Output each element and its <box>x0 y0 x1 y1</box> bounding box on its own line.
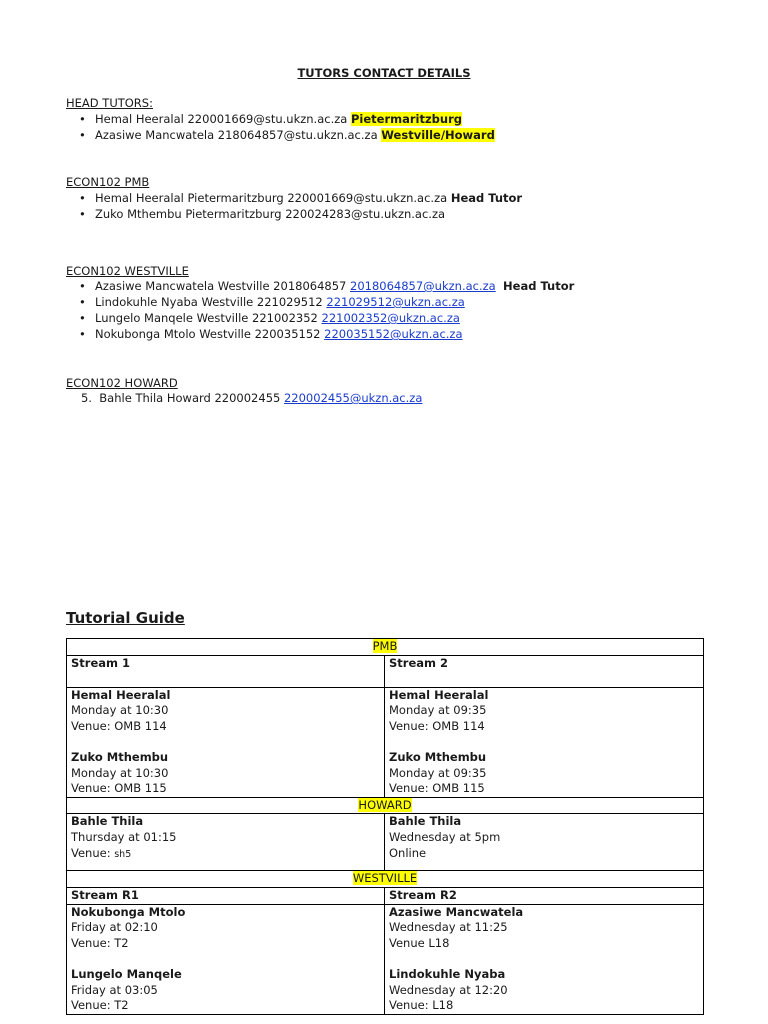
list-item <box>95 326 574 342</box>
session-venue: Venue: OMB 115 <box>71 781 167 796</box>
session-time: Monday at 09:35 <box>389 703 487 718</box>
table-row <box>67 655 704 687</box>
pmb-list <box>66 190 522 222</box>
howard-header-label: HOWARD <box>358 797 412 812</box>
session-venue: Venue: OMB 114 <box>71 718 167 733</box>
tutor-entry-text: Hemal Heeralal 220001669@stu.ukzn.ac.za <box>95 112 351 126</box>
table-cell <box>67 687 385 797</box>
westville-heading: ECON102 WESTVILLE <box>66 264 189 278</box>
table-cell <box>67 814 385 871</box>
session-venue: Venue: OMB 114 <box>389 718 485 733</box>
session-time: Thursday at 01:15 <box>71 829 177 844</box>
list-item <box>95 310 574 326</box>
tutor-name: Nokubonga Mtolo <box>71 904 186 919</box>
pmb-table-header <box>67 639 704 656</box>
tutorial-guide-heading: Tutorial Guide <box>66 609 185 627</box>
email-link[interactable]: 2018064857@ukzn.ac.za <box>350 279 496 293</box>
westville-table-header <box>67 871 704 888</box>
howard-list-item <box>81 391 422 405</box>
list-item <box>95 294 574 310</box>
email-link[interactable]: 220002455@ukzn.ac.za <box>283 391 423 405</box>
tutor-entry-text: Hemal Heeralal Pietermaritzburg 220001669@stu.ukzn.ac.za <box>95 191 451 205</box>
head-tutor-label: Head Tutor <box>503 279 575 293</box>
table-cell <box>385 814 704 871</box>
list-item <box>95 127 495 143</box>
table-cell <box>67 904 385 1014</box>
tutor-name: Bahle Thila <box>71 814 144 829</box>
list-item <box>95 190 522 206</box>
table-row <box>67 904 704 1014</box>
session-time: Friday at 03:05 <box>71 982 158 997</box>
tutor-name: Lindokuhle Nyaba <box>389 966 506 981</box>
session-venue: Online <box>389 845 427 860</box>
session-time: Monday at 10:30 <box>71 765 169 780</box>
tutor-entry-text: Azasiwe Mancwatela Westville 2018064857 <box>95 279 351 293</box>
westville-list <box>66 278 574 342</box>
tutor-entry-text: Nokubonga Mtolo Westville 220035152 <box>95 327 325 341</box>
howard-table-header <box>67 797 704 814</box>
list-number: 5. <box>81 391 92 405</box>
list-item <box>95 278 574 294</box>
tutor-name: Zuko Mthembu <box>389 749 487 764</box>
tutor-name: Lungelo Manqele <box>71 966 182 981</box>
tutor-name: Hemal Heeralal <box>389 687 489 702</box>
howard-heading: ECON102 HOWARD <box>66 376 178 390</box>
tutor-entry-text: Zuko Mthembu Pietermaritzburg 220024283@stu.ukzn.ac.za <box>95 207 446 221</box>
tutorial-guide-table <box>66 638 704 1015</box>
pmb-heading: ECON102 PMB <box>66 175 150 189</box>
tutor-name: Bahle Thila <box>389 814 462 829</box>
tutor-entry-text: Azasiwe Mancwatela 218064857@stu.ukzn.ac.za <box>95 128 382 142</box>
session-time: Wednesday at 12:20 <box>389 982 508 997</box>
table-cell <box>67 655 385 687</box>
table-row <box>67 814 704 871</box>
session-venue <box>71 846 380 862</box>
venue-value: sh5 <box>114 848 132 860</box>
head-tutor-label: Head Tutor <box>450 191 523 205</box>
table-row <box>67 639 704 656</box>
stream-label: Stream 2 <box>389 655 448 670</box>
tutor-entry-text: Bahle Thila Howard 220002455 <box>99 391 284 405</box>
pmb-header-label: PMB <box>372 639 398 653</box>
table-row <box>67 887 704 904</box>
spacer <box>71 734 380 750</box>
session-venue: Venue: T2 <box>71 998 129 1013</box>
table-row <box>67 871 704 888</box>
session-venue: Venue: L18 <box>389 998 454 1013</box>
table-cell <box>385 655 704 687</box>
stream-label: Stream R2 <box>389 887 457 902</box>
session-venue: Venue L18 <box>389 935 450 950</box>
table-cell <box>385 887 704 904</box>
table-cell <box>385 904 704 1014</box>
spacer <box>71 951 380 967</box>
table-row <box>67 687 704 797</box>
session-time: Monday at 10:30 <box>71 703 169 718</box>
venue-label: Venue: <box>71 845 115 860</box>
session-time: Monday at 09:35 <box>389 765 487 780</box>
stream-label: Stream 1 <box>71 655 130 670</box>
list-item <box>95 206 522 222</box>
tutor-name: Zuko Mthembu <box>71 749 169 764</box>
email-link[interactable]: 221002352@ukzn.ac.za <box>321 311 460 325</box>
table-cell <box>385 687 704 797</box>
email-link[interactable]: 221029512@ukzn.ac.za <box>326 295 465 309</box>
table-row <box>67 797 704 814</box>
head-tutors-heading: HEAD TUTORS: <box>66 96 153 110</box>
head-tutors-list <box>66 111 495 143</box>
westville-header-label: WESTVILLE <box>352 871 418 886</box>
table-cell <box>67 887 385 904</box>
document-title: TUTORS CONTACT DETAILS <box>297 66 471 80</box>
spacer <box>389 734 699 750</box>
tutor-name: Azasiwe Mancwatela <box>389 904 524 919</box>
session-venue: Venue: T2 <box>71 935 129 950</box>
email-link[interactable]: 220035152@ukzn.ac.za <box>324 327 463 341</box>
stream-label: Stream R1 <box>71 887 139 902</box>
tutor-name: Hemal Heeralal <box>71 687 171 702</box>
list-item <box>95 111 495 127</box>
tutor-entry-text: Lindokuhle Nyaba Westville 221029512 <box>95 295 327 309</box>
campus-highlight: Westville/Howard <box>381 128 495 142</box>
session-time: Wednesday at 5pm <box>389 829 501 844</box>
tutor-entry-text: Lungelo Manqele Westville 221002352 <box>95 311 322 325</box>
spacer <box>389 951 699 967</box>
campus-highlight: Pietermaritzburg <box>350 112 462 126</box>
session-venue: Venue: OMB 115 <box>389 781 485 796</box>
session-time: Wednesday at 11:25 <box>389 920 508 935</box>
session-time: Friday at 02:10 <box>71 920 158 935</box>
